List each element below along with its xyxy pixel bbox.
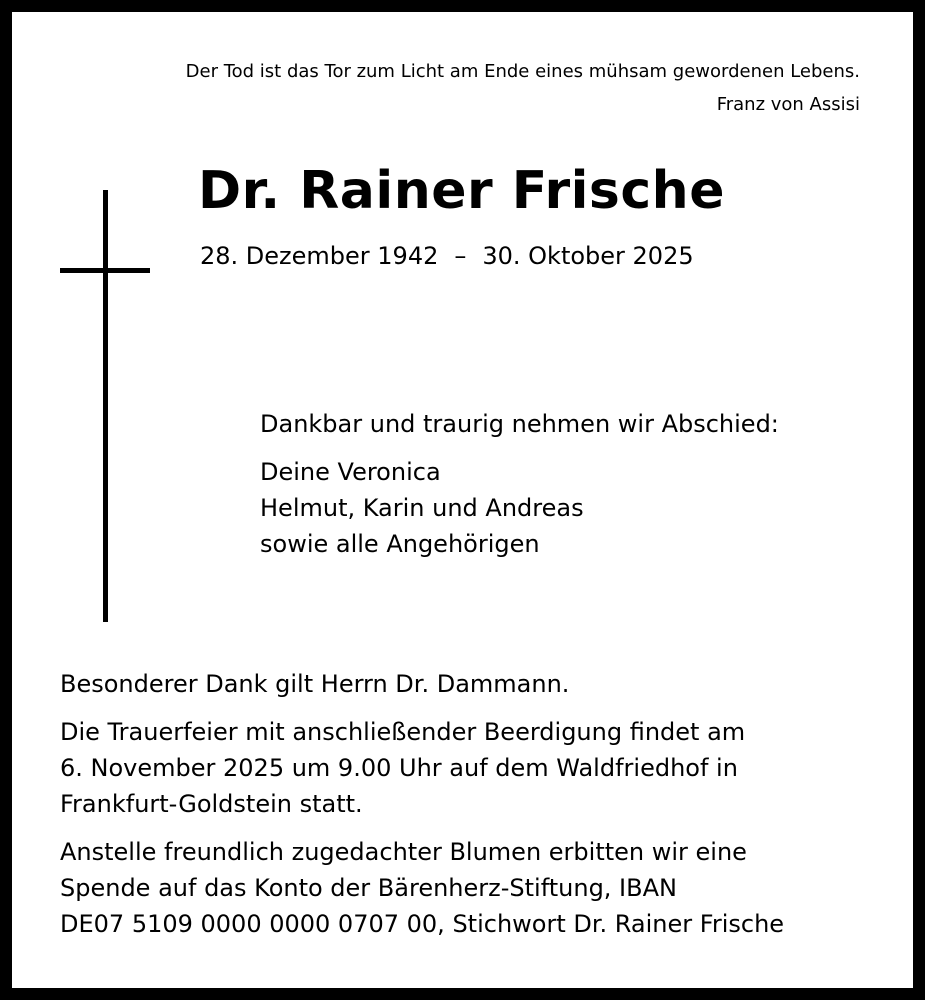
quote-text: Der Tod ist das Tor zum Licht am Ende eines mühsam gewordenen Lebens. (185, 61, 860, 82)
thanks-text: Besonderer Dank gilt Herrn Dr. Dammann. (60, 670, 570, 698)
donation-line: DE07 5109 0000 0000 0707 00, Stichwort Dr. Rainer Frische (60, 910, 785, 938)
date-separator: – (454, 242, 467, 270)
mourners-intro: Dankbar und traurig nehmen wir Abschied: (260, 410, 779, 438)
mourner-name: sowie alle Angehörigen (260, 530, 540, 558)
cross-icon-bar (60, 268, 150, 273)
mourner-name: Deine Veronica (260, 458, 441, 486)
cross-icon (103, 190, 108, 622)
mourners-block (260, 406, 779, 562)
ceremony-line: 6. November 2025 um 9.00 Uhr auf dem Waldfriedhof in (60, 754, 738, 782)
ceremony-line: Die Trauerfeier mit anschließender Beerdigung findet am (60, 718, 746, 746)
thanks-paragraph (60, 666, 860, 702)
ceremony-line: Frankfurt-Goldstein statt. (60, 790, 363, 818)
deceased-name: Dr. Rainer Frische (198, 161, 725, 221)
quote-block (40, 55, 860, 121)
donation-line: Spende auf das Konto der Bärenherz-Stiftung, IBAN (60, 874, 677, 902)
notice-body (60, 666, 860, 954)
mourner-name: Helmut, Karin und Andreas (260, 494, 584, 522)
birth-date: 28. Dezember 1942 (200, 242, 439, 270)
donation-line: Anstelle freundlich zugedachter Blumen erbitten wir eine (60, 838, 747, 866)
quote-author: Franz von Assisi (716, 94, 860, 115)
death-date: 30. Oktober 2025 (482, 242, 694, 270)
life-dates (200, 238, 694, 274)
